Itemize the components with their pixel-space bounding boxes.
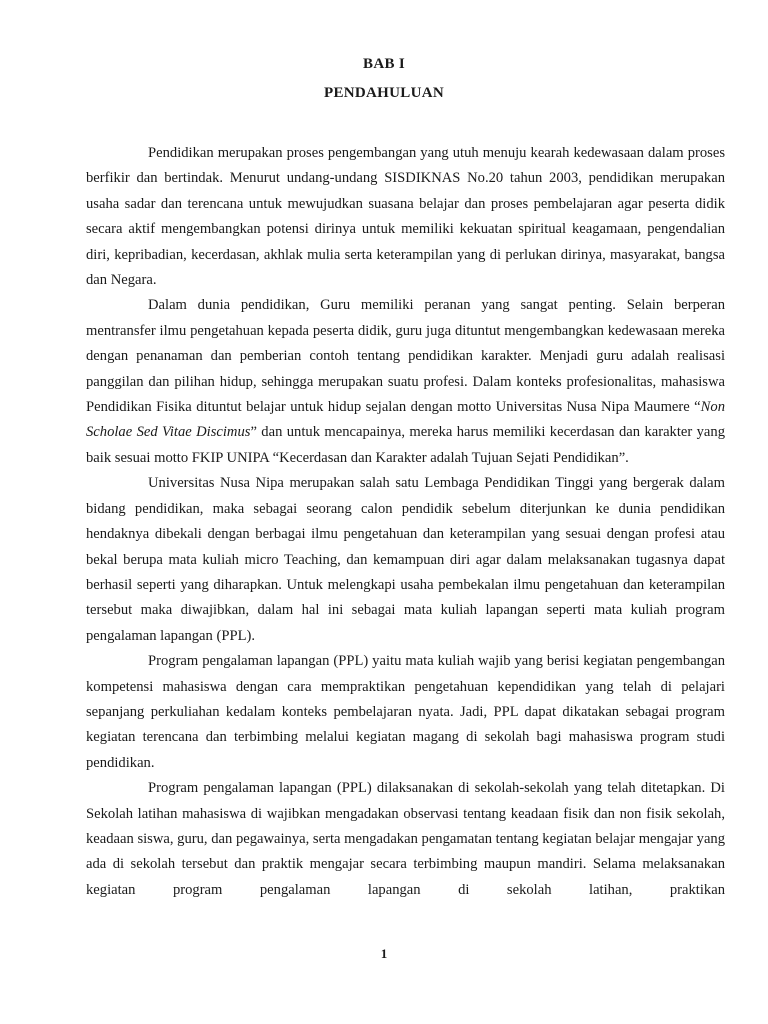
italic-phrase: Non Scholae Sed Vitae Discimus <box>86 399 725 441</box>
paragraph-text: Program pengalaman lapangan (PPL) yaitu mata kuliah wajib yang berisi kegiatan pengembangan kompetensi mahasiswa dengan cara mempraktikan pengetahuan kependidikan yang telah di pelajari sepanjang perkuliahan kedalam konteks pembelajaran nyata. Jadi, PPL dapat dikatakan sebagai program kegiatan terencana dan terbimbing melalui kegiatan magang di sekolah bagi mahasiswa program studi pendidikan. <box>86 653 725 771</box>
paragraph <box>86 293 725 471</box>
paragraph <box>86 471 725 649</box>
paragraph-text: Universitas Nusa Nipa merupakan salah satu Lembaga Pendidikan Tinggi yang bergerak dalam bidang pendidikan, maka sebagai seorang calon pendidik sebelum diterjunkan ke dunia pendidikan hendaknya dibekali dengan berbagai ilmu pengetahuan dan keterampilan yang sesuai dengan profesi atau bekal berupa mata kuliah micro Teaching, dan kemampuan diri agar dalam melaksanakan tugasnya dapat berhasil seperti yang diharapkan. Untuk melengkapi usaha pembekalan ilmu pengetahuan dan keterampilan tersebut maka diwajibkan, dalam hal ini sebagai mata kuliah lapangan seperti mata kuliah program pengalaman lapangan (PPL). <box>86 475 725 644</box>
paragraph <box>86 649 725 776</box>
paragraph-text: Program pengalaman lapangan (PPL) dilaksanakan di sekolah-sekolah yang telah ditetapkan. Di Sekolah latihan mahasiswa di wajibkan mengadakan observasi tentang keadaan fisik dan non fisik sekolah, keadaan siswa, guru, dan pegawainya, serta mengadakan pengamatan tentang kegiatan belajar mengajar yang ada di sekolah tersebut dan praktik mengajar secara terbimbing maupun mandiri. Selama melaksanakan kegiatan program pengalaman lapangan di sekolah latihan, praktikan <box>86 780 726 898</box>
paragraph-text: Pendidikan merupakan proses pengembangan yang utuh menuju kearah kedewasaan dalam proses berfikir dan bertindak. Menurut undang-undang SISDIKNAS No.20 tahun 2003, pendidikan merupakan usaha sadar dan terencana untuk mewujudkan suasana belajar dan proses pembelajaran agar peserta didik secara aktif mengembangkan potensi dirinya untuk memiliki kekuatan spiritual keagamaan, pengendalian diri, kepribadian, kecerdasan, akhlak mulia serta keterampilan yang di perlukan dirinya, masyarakat, bangsa dan Negara. <box>86 145 725 289</box>
paragraph <box>86 141 725 293</box>
paragraph-text: ” dan untuk mencapainya, mereka harus memiliki kecerdasan dan karakter yang baik sesuai motto FKIP UNIPA “Kecerdasan dan Karakter adalah Tujuan Sejati Pendidikan”. <box>86 424 725 466</box>
chapter-title: PENDAHULUAN <box>324 85 444 101</box>
body-text <box>86 141 725 903</box>
page-number: 1 <box>380 946 388 961</box>
chapter-heading: BAB I <box>363 56 405 72</box>
paragraph <box>86 776 725 903</box>
paragraph-text: Dalam dunia pendidikan, Guru memiliki peranan yang sangat penting. Selain berperan mentransfer ilmu pengetahuan kepada peserta didik, guru juga dituntut mengembangkan kedewasaan mereka dengan penanaman dan pemberian contoh tentang pendidikan karakter. Menjadi guru adalah realisasi panggilan dan pilihan hidup, sehingga merupakan suatu profesi. Dalam konteks profesionalitas, mahasiswa Pendidikan Fisika dituntut belajar untuk hidup sejalan dengan motto Universitas Nusa Nipa Maumere “ <box>86 297 725 416</box>
